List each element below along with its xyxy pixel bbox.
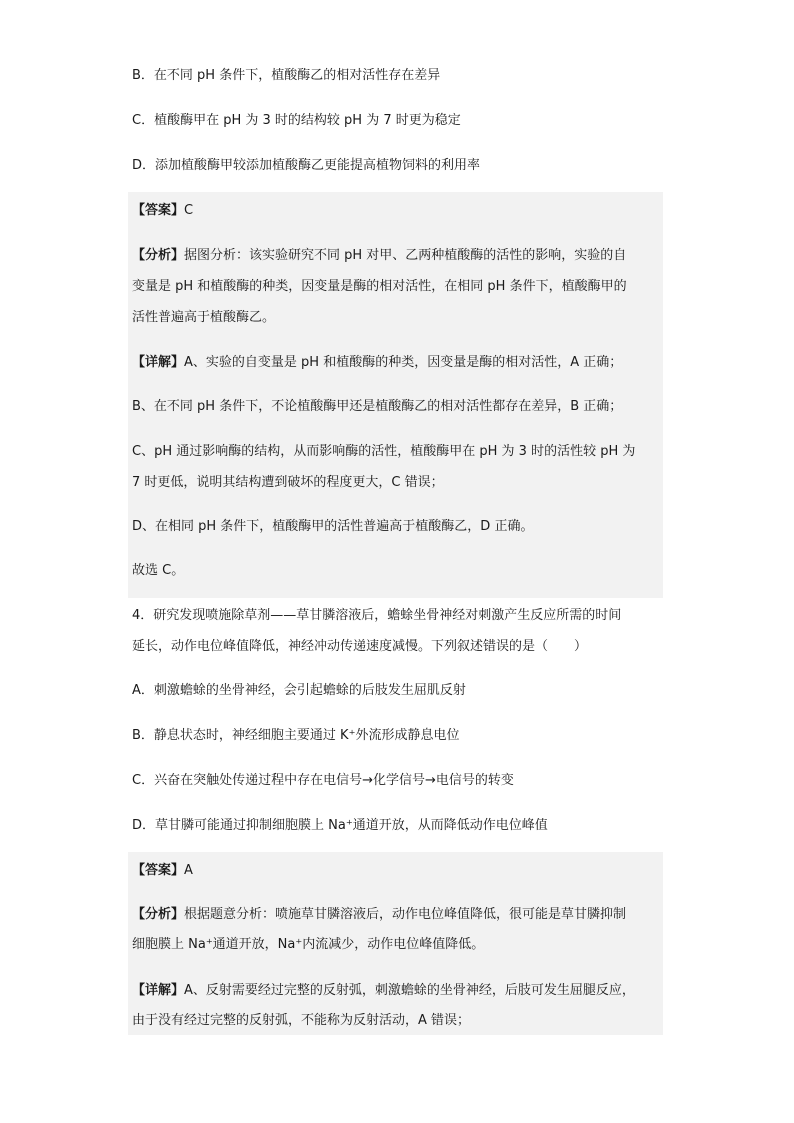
q4-detail-line-1	[132, 982, 662, 1000]
q3-detail-line-3: C、pH 通过影响酶的结构，从而影响酶的活性，植酸酶甲在 pH 为 3 时的活性较 pH 为	[132, 444, 636, 459]
q3-option-d: D．添加植酸酶甲较添加植酸酶乙更能提高植物饲料的利用率	[132, 158, 481, 173]
q4-option-b: B．静息状态时，神经细胞主要通过 K⁺外流形成静息电位	[132, 728, 460, 743]
q3-analysis-line-1	[132, 247, 662, 265]
q3-conclusion: 故选 C。	[132, 563, 185, 578]
q4-analysis-line-2: 细胞膜上 Na⁺通道开放，Na⁺内流减少，动作电位峰值降低。	[132, 937, 485, 952]
answer-value: A	[184, 863, 193, 878]
q4-option-c: C．兴奋在突触处传递过程中存在电信号→化学信号→电信号的转变	[132, 773, 514, 788]
q3-analysis-line-2: 变量是 pH 和植酸酶的种类，因变量是酶的相对活性，在相同 pH 条件下，植酸酶甲的	[132, 279, 627, 294]
analysis-text: 根据题意分析：喷施草甘膦溶液后，动作电位峰值降低，很可能是草甘膦抑制	[184, 907, 627, 922]
analysis-tag: 【分析】	[132, 907, 185, 922]
q3-analysis-line-3: 活性普遍高于植酸酶乙。	[132, 310, 276, 325]
q3-detail-line-1	[132, 354, 662, 372]
q4-analysis-line-1	[132, 906, 662, 924]
detail-text: A、反射需要经过完整的反射弧，刺激蟾蜍的坐骨神经，后肢可发生屈腿反应，	[184, 983, 635, 998]
q3-option-c: C．植酸酶甲在 pH 为 3 时的结构较 pH 为 7 时更为稳定	[132, 113, 461, 128]
q3-detail-line-4: 7 时更低，说明其结构遭到破坏的程度更大，C 错误；	[132, 475, 444, 490]
analysis-text: 据图分析：该实验研究不同 pH 对甲、乙两种植酸酶的活性的影响，实验的自	[184, 248, 627, 263]
q3-answer-line	[132, 202, 662, 220]
detail-tag: 【详解】	[132, 983, 185, 998]
q4-stem-line-1: 4．研究发现喷施除草剂——草甘膦溶液后，蟾蜍坐骨神经对刺激产生反应所需的时间	[132, 608, 622, 623]
q4-option-a: A．刺激蟾蜍的坐骨神经，会引起蟾蜍的后肢发生屈肌反射	[132, 683, 466, 698]
detail-tag: 【详解】	[132, 355, 185, 370]
q3-option-b: B．在不同 pH 条件下，植酸酶乙的相对活性存在差异	[132, 68, 441, 83]
q3-detail-line-5: D、在相同 pH 条件下，植酸酶甲的活性普遍高于植酸酶乙，D 正确。	[132, 519, 534, 534]
answer-tag: 【答案】	[132, 863, 185, 878]
q4-option-d: D．草甘膦可能通过抑制细胞膜上 Na⁺通道开放，从而降低动作电位峰值	[132, 818, 548, 833]
analysis-tag: 【分析】	[132, 248, 185, 263]
q3-detail-line-2: B、在不同 pH 条件下，不论植酸酶甲还是植酸酶乙的相对活性都存在差异，B 正确；	[132, 399, 623, 414]
q4-detail-line-2: 由于没有经过完整的反射弧，不能称为反射活动，A 错误；	[132, 1013, 471, 1028]
q4-stem-line-2: 延长，动作电位峰值降低，神经冲动传递速度减慢。下列叙述错误的是（ ）	[132, 639, 588, 654]
answer-value: C	[184, 203, 194, 218]
answer-tag: 【答案】	[132, 203, 185, 218]
q4-answer-line	[132, 862, 662, 880]
detail-text: A、实验的自变量是 pH 和植酸酶的种类，因变量是酶的相对活性，A 正确；	[184, 355, 623, 370]
